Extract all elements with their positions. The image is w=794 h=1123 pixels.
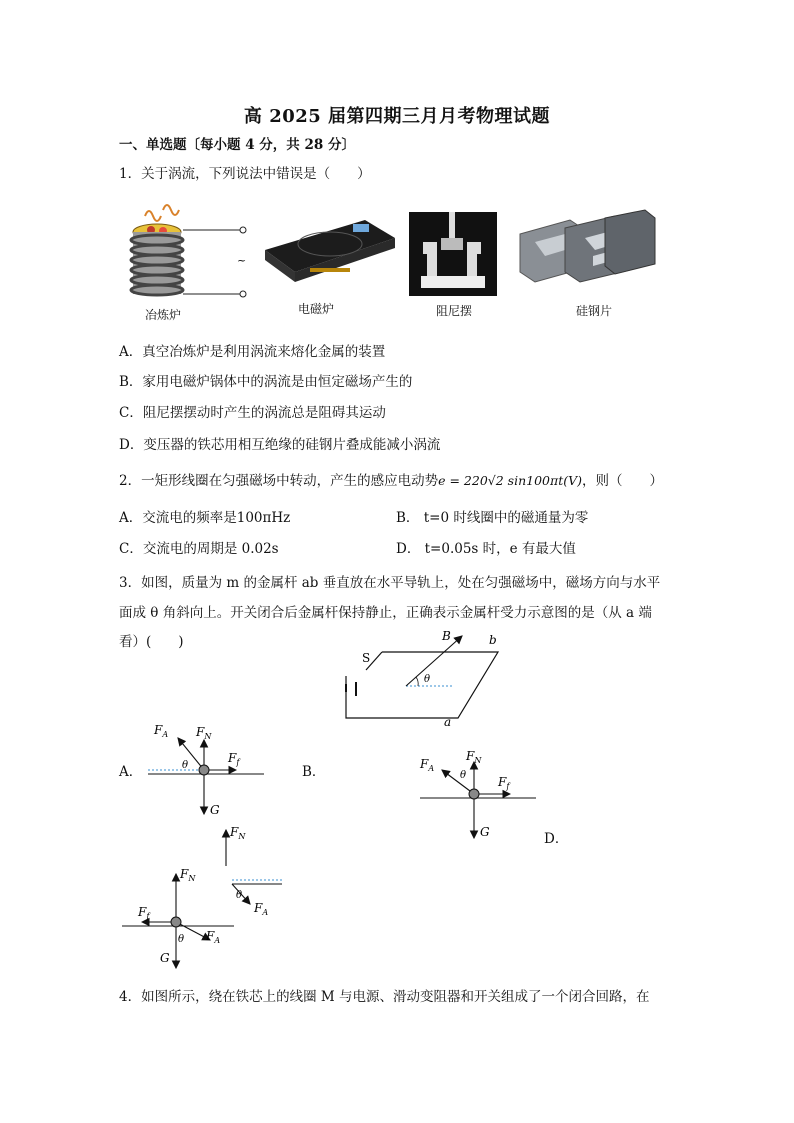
- caption-damping-pendulum: 阻尼摆: [436, 304, 473, 318]
- c-fn-label: $F_N$: [180, 867, 196, 883]
- c-theta-label: θ: [178, 934, 185, 945]
- d-ff-label: $F_f$: [498, 775, 510, 791]
- p-fn-label: $F_N$: [230, 825, 246, 841]
- q2-option-c: C．交流电的周期是 0.02s: [119, 541, 279, 557]
- d-fn-label: $F_N$: [466, 749, 482, 765]
- caption-induction-cooker: 电磁炉: [298, 302, 335, 316]
- q2-stem: [119, 472, 663, 490]
- q4-stem: 4．如图所示，绕在铁芯上的线圈 M 与电源、滑动变阻器和开关组成了一个闭合回路，在: [119, 989, 650, 1005]
- q2-option-b: B． t=0 时线圈中的磁通量为零: [396, 510, 589, 526]
- a-ff-label: $F_f$: [228, 751, 240, 767]
- caption-silicon-steel: 硅钢片: [576, 304, 613, 318]
- q1-figure: [115, 198, 675, 308]
- q3-circuit-figure: [338, 626, 508, 730]
- caption-furnace: 冶炼炉: [145, 308, 182, 322]
- q1-option-b: B．家用电磁炉锅体中的涡流是由恒定磁场产生的: [119, 374, 413, 390]
- q2-stem-text: 2．一矩形线圈在匀强磁场中转动，产生的感应电动势: [119, 473, 439, 489]
- q3-label-s: S: [362, 651, 371, 665]
- q1-option-c: C．阻尼摆摆动时产生的涡流总是阻碍其运动: [119, 405, 386, 421]
- d-fa-label: $F_A$: [420, 757, 435, 773]
- q3-option-right-diagram: [412, 742, 542, 846]
- c-ff-label: $F_f$: [138, 905, 150, 921]
- p-theta-label: θ: [236, 890, 243, 901]
- p-fa-label: $F_A$: [254, 901, 269, 917]
- q3-stem-line1: 3．如图，质量为 m 的金属杆 ab 垂直放在水平导轨上，处在匀强磁场中，磁场方向与水平: [119, 575, 661, 591]
- q2-option-d: D． t=0.05s 时，e 有最大值: [396, 541, 576, 557]
- q3-stem-line2: 面成 θ 角斜向上。开关闭合后金属杆保持静止，正确表示金属杆受力示意图的是（从 a 端: [119, 605, 652, 621]
- a-theta-label: θ: [182, 760, 189, 771]
- q3-option-c-diagram: [118, 860, 238, 972]
- svg-text:~: ~: [237, 254, 247, 267]
- d-theta-label: θ: [460, 770, 467, 781]
- damping-pendulum-image: [409, 212, 497, 296]
- q1-option-d: D．变压器的铁芯用相互绝缘的硅钢片叠成能减小涡流: [119, 437, 441, 453]
- q3-label-b-end: b: [489, 633, 497, 647]
- a-g-label: G: [210, 803, 220, 817]
- furnace-image: [131, 205, 246, 297]
- a-fn-label: $F_N$: [196, 725, 212, 741]
- q2-stem-end: ，则（ ）: [582, 473, 664, 489]
- c-g-label: G: [160, 951, 170, 965]
- q3-stem-line3: 看）( ): [119, 634, 184, 650]
- section-heading: 一、单选题〔每小题 4 分，共 28 分〕: [119, 137, 355, 153]
- q2-formula: e = 220√2 sin100πt(V): [438, 473, 583, 488]
- q3-option-a-diagram: [140, 716, 270, 820]
- d-g-label: G: [480, 825, 490, 839]
- c-fa-label: $F_A$: [206, 929, 221, 945]
- q1-option-a: A．真空冶炼炉是利用涡流来熔化金属的装置: [119, 344, 386, 360]
- q2-option-a: A．交流电的频率是100πHz: [119, 510, 291, 526]
- q3-label-b-field: B: [442, 629, 451, 643]
- a-fa-label: $F_A$: [154, 723, 169, 739]
- q1-stem: 1．关于涡流，下列说法中错误是（ ）: [119, 166, 371, 182]
- q3-label-theta: θ: [424, 674, 431, 685]
- q3-option-a-label: A．: [119, 764, 143, 780]
- q3-option-d-label: D．: [544, 831, 569, 847]
- silicon-steel-image: [520, 210, 655, 282]
- q3-label-a-end: a: [444, 715, 452, 729]
- page-title: 高 2025 届第四期三月月考物理试题: [243, 106, 551, 127]
- q3-option-b-label: B．: [302, 764, 326, 780]
- induction-cooker-image: [265, 220, 395, 282]
